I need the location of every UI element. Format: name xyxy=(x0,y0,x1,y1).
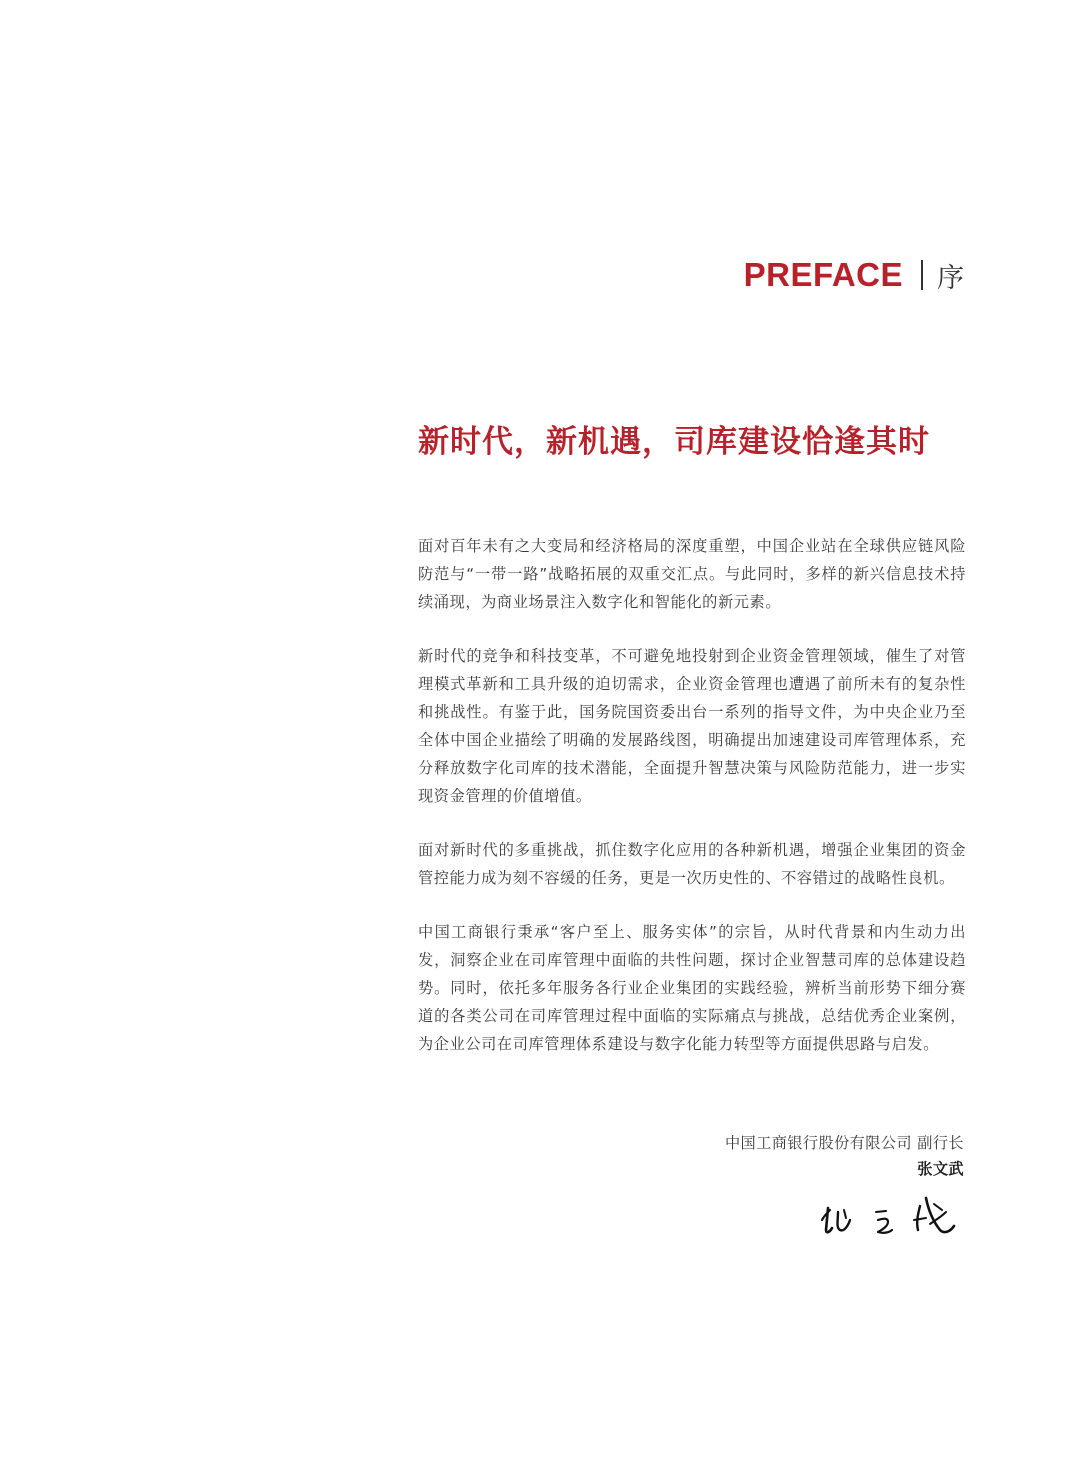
signatory-title: 中国工商银行股份有限公司 副行长 xyxy=(724,1134,964,1152)
preface-body xyxy=(418,532,966,1084)
signatory-name: 张文武 xyxy=(917,1160,964,1178)
paragraph-3: 面对新时代的多重挑战，抓住数字化应用的各种新机遇，增强企业集团的资金管控能力成为刻不容缓的任务，更是一次历史性的、不容错过的战略性良机。 xyxy=(418,841,966,887)
signature-block xyxy=(725,1130,964,1242)
paragraph-4: 中国工商银行秉承“客户至上、服务实体”的宗旨，从时代背景和内生动力出发，洞察企业在司库管理中面临的共性问题，探讨企业智慧司库的总体建设趋势。同时，依托多年服务各行业企业集团的实践经验，辨析当前形势下细分赛道的各类公司在司库管理过程中面临的实际痛点与挑战，总结优秀企业案例，为企业公司在司库管理体系建设与数字化能力转型等方面提供思路与启发。 xyxy=(418,923,966,1053)
page-title: 新时代，新机遇，司库建设恰逢其时 xyxy=(418,424,930,460)
preface-header xyxy=(744,252,964,298)
handwritten-signature xyxy=(814,1190,964,1242)
preface-label-zh: 序 xyxy=(937,262,964,294)
header-divider xyxy=(921,260,923,290)
paragraph-1: 面对百年未有之大变局和经济格局的深度重塑，中国企业站在全球供应链风险防范与“一带一路”战略拓展的双重交汇点。与此同时，多样的新兴信息技术持续涌现，为商业场景注入数字化和智能化的新元素。 xyxy=(418,537,966,611)
paragraph-2: 新时代的竞争和科技变革，不可避免地投射到企业资金管理领域，催生了对管理模式革新和工具升级的迫切需求，企业资金管理也遭遇了前所未有的复杂性和挑战性。有鉴于此，国务院国资委出台一系列的指导文件，为中央企业乃至全体中国企业描绘了明确的发展路线图，明确提出加速建设司库管理体系，充分释放数字化司库的技术潜能，全面提升智慧决策与风险防范能力，进一步实现资金管理的价值增值。 xyxy=(418,647,966,805)
preface-label-en: PREFACE xyxy=(743,256,903,293)
